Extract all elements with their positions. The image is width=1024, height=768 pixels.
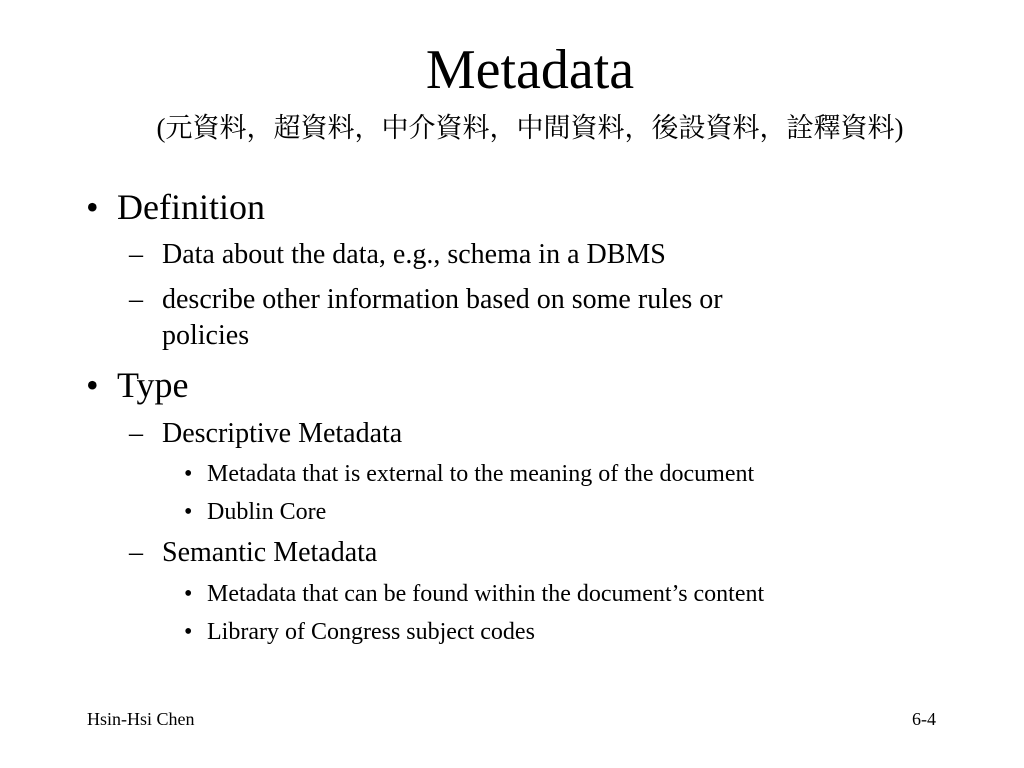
footer-page-number: 6-4 — [912, 709, 936, 729]
definition-item-2-line2: policies — [162, 320, 250, 351]
type-item-descriptive: Descriptive Metadata — [162, 418, 403, 449]
footer-author: Hsin-Hsi Chen — [87, 709, 195, 729]
bullet-heading-type: Type — [117, 365, 189, 405]
bullet-marker: • — [86, 187, 99, 227]
definition-item-1: Data about the data, e.g., schema in a DBMS — [162, 239, 666, 270]
descriptive-subitem-1: Metadata that is external to the meaning of the document — [207, 461, 755, 487]
sub-bullet-marker: • — [184, 499, 193, 525]
sub-bullet-marker: • — [184, 581, 193, 607]
descriptive-subitem-2: Dublin Core — [207, 499, 327, 525]
sub-bullet-marker: • — [184, 619, 193, 645]
dash-marker: – — [129, 418, 143, 449]
definition-item-2-line1: describe other information based on some rules or — [162, 284, 723, 315]
semantic-subitem-1: Metadata that can be found within the document’s content — [207, 581, 765, 607]
semantic-subitem-2: Library of Congress subject codes — [207, 619, 535, 645]
bullet-heading-definition: Definition — [117, 187, 265, 227]
sub-bullet-marker: • — [184, 461, 193, 487]
dash-marker: – — [129, 284, 143, 315]
dash-marker: – — [129, 537, 143, 568]
slide-title: Metadata — [425, 39, 635, 101]
dash-marker: – — [129, 239, 143, 270]
slide-subtitle: (元資料，超資料，中介資料，中間資料，後設資料，詮釋資料) — [156, 113, 904, 143]
bullet-marker: • — [86, 365, 99, 405]
type-item-semantic: Semantic Metadata — [162, 537, 378, 568]
